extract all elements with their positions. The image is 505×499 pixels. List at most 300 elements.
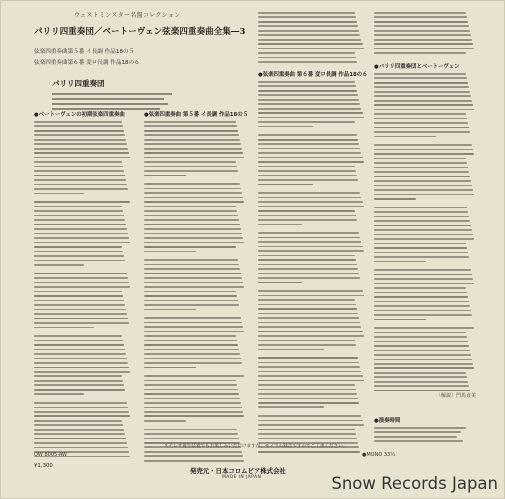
text-line [374,52,466,54]
notes-column-4-lower [374,62,478,394]
text-line [258,103,360,105]
text-line [258,326,361,328]
text-line [374,122,468,124]
duration-block [374,416,478,445]
notes-author: 〔解説〕門馬直美 [436,393,477,399]
text-line [374,211,468,213]
text-line [374,336,467,338]
text-line [34,286,130,288]
text-line [144,233,242,235]
text-line [144,367,196,369]
text-line [144,134,239,136]
text-line [144,380,236,382]
work-2: 弦楽四重奏曲第６番 変ロ長調 作品18の６ [34,60,140,66]
text-line [374,95,471,97]
text-line [258,166,355,168]
text-line [374,247,467,249]
member-line [52,98,164,100]
text-line [374,220,470,222]
text-line [374,77,467,79]
album-title: パリリ四重奏団／ベートーヴェン弦楽四重奏曲全集―3 [34,26,246,36]
text-line [34,375,122,377]
text-line [34,402,127,404]
text-line [374,176,470,178]
text-line [34,206,122,208]
text-line [374,30,470,32]
text-line [258,108,361,110]
text-line [374,136,436,138]
footer-row [34,444,474,462]
text-line [374,261,426,263]
text-line [144,175,186,177]
text-line [258,210,355,212]
text-line [258,52,355,54]
watermark: Snow Records Japan [331,474,498,493]
text-line [144,224,240,226]
series-title: ウェストミンスター名盤コレクション [74,12,181,19]
text-line [34,407,128,409]
text-line [258,134,357,136]
text-line [144,143,241,145]
text-line [374,86,469,88]
member-line [52,93,172,95]
text-line [374,301,469,303]
text-line [258,433,356,435]
text-line [34,371,130,373]
text-line [144,157,244,159]
text-line [258,331,363,333]
text-line [258,12,355,14]
text-line [374,153,474,155]
text-line [34,295,123,297]
text-line [258,335,364,337]
text-line [144,259,238,261]
text-line [34,340,123,342]
text-line [374,350,470,352]
text-line [34,260,125,262]
text-line [34,264,84,266]
text-line [34,313,127,315]
text-line [34,188,128,190]
text-line [258,366,360,368]
text-line [374,243,466,245]
text-line [34,358,127,360]
text-line [374,332,466,334]
text-line [374,109,474,111]
text-line [258,398,358,400]
text-line [258,406,324,408]
text-line [144,139,240,141]
text-line [144,326,243,328]
text-line [34,429,124,431]
text-line [34,420,122,422]
text-line [34,380,123,382]
text-line [144,183,240,185]
text-line [144,349,239,351]
text-line [258,57,356,59]
column-heading: ●弦楽四重奏曲 第５番 イ長調 作品18の５ [144,112,249,118]
column-heading: ●ベートーヴェンの初期弦楽四重奏曲 [34,112,125,118]
text-line [258,81,355,83]
text-line [258,39,361,41]
text-line [258,85,356,87]
text-line [258,340,355,342]
text-line [374,185,472,187]
text-line [144,438,239,440]
text-line [374,363,473,365]
text-line [374,34,471,36]
text-line [258,264,357,266]
text-line [34,242,130,244]
text-line [258,255,355,257]
work-1: 弦楽四重奏曲第５番 イ長調 作品18の５ [34,49,135,55]
text-line [258,206,364,208]
text-line [34,282,129,284]
text-line [258,273,359,275]
text-line [34,175,125,177]
text-line [144,188,241,190]
text-line [374,167,468,169]
price: ¥1,300 [34,463,53,469]
text-line [144,197,243,199]
text-line [258,25,358,27]
text-line [258,143,359,145]
text-line [34,309,126,311]
text-line [144,170,238,172]
text-line [374,171,469,173]
text-line [34,442,127,444]
column-heading: ●バリリ四重奏団とベートーヴェン [374,64,460,70]
text-line [144,166,237,168]
text-line [34,161,122,163]
text-line [34,170,124,172]
text-line [144,286,244,288]
text-line [258,420,363,422]
text-line [144,210,237,212]
text-line [34,353,126,355]
text-line [34,367,129,369]
duration-heading: ●演奏時間 [374,418,401,424]
text-line [258,384,355,386]
ensemble-name: パリリ四重奏団 [52,79,105,88]
text-line [34,318,128,320]
text-line [34,362,128,364]
text-line [374,100,472,102]
text-line [144,228,241,230]
text-line [34,433,125,435]
text-line [374,104,473,106]
text-line [34,219,125,221]
notes-column-1 [34,110,134,460]
text-line [374,381,468,383]
text-line [258,201,363,203]
text-line [34,210,123,212]
text-line [34,304,125,306]
text-line [258,90,357,92]
text-line [34,291,122,293]
text-line [258,117,364,119]
text-line [374,198,416,200]
text-line [374,269,471,271]
text-line [258,371,361,373]
text-line [144,277,242,279]
text-line [258,139,358,141]
text-line [374,292,467,294]
text-line [374,225,471,227]
text-line [258,197,361,199]
text-line [258,250,364,252]
text-line [144,304,239,306]
text-line [144,201,244,203]
text-line [258,121,355,123]
text-line [258,313,358,315]
text-line [374,194,474,196]
text-line [374,274,472,276]
text-line [258,48,364,50]
text-line [258,215,356,217]
text-line [258,304,356,306]
text-line [374,287,466,289]
text-line [258,21,357,23]
text-line [144,282,243,284]
text-line [258,224,302,226]
text-line [258,112,363,114]
text-line [144,317,241,319]
text-line [144,206,236,208]
text-line [144,402,241,404]
text-line [374,12,466,14]
text-line [258,389,356,391]
text-line [374,118,467,120]
text-line [34,327,94,329]
text-line [144,389,238,391]
text-line [144,415,244,417]
text-line [374,113,466,115]
text-line [144,411,243,413]
text-line [34,300,124,302]
text-line [34,246,122,248]
text-line [144,161,236,163]
text-line [144,309,196,311]
text-line [34,157,130,159]
text-line [34,273,127,275]
text-line [258,380,364,382]
text-line [374,305,470,307]
text-line [374,327,474,329]
text-line [374,440,463,442]
text-line [34,224,126,226]
text-line [258,157,363,159]
text-line [34,130,124,132]
text-line [258,317,359,319]
notes-column-4 [374,12,478,57]
text-line [374,82,468,84]
text-line [258,184,313,186]
text-line [374,252,468,254]
text-line [374,21,468,23]
text-line [34,148,128,150]
text-line [258,192,360,194]
text-line [374,427,466,429]
text-line [144,407,242,409]
text-line [258,424,364,426]
text-line [374,144,472,146]
text-line [374,376,467,378]
text-line [258,402,359,404]
text-line [374,238,474,240]
text-line [374,256,469,258]
text-line [144,384,237,386]
text-line [144,358,241,360]
text-line [144,242,244,244]
notes-column-top [258,12,368,66]
text-line [258,295,364,297]
text-line [374,354,471,356]
text-line [34,438,126,440]
text-line [144,362,242,364]
text-line [258,282,302,284]
text-line [34,349,125,351]
text-line [374,431,461,433]
text-line [144,125,237,127]
text-line [144,398,240,400]
text-line [144,375,244,377]
text-line [34,228,127,230]
text-line [144,192,242,194]
text-line [374,48,474,50]
text-line [374,91,470,93]
text-line [34,335,122,337]
text-line [144,340,237,342]
text-line [34,179,126,181]
text-line [374,127,469,129]
column-heading: ●弦楽四重奏曲 第６番 変ロ長調 作品18の６ [258,72,368,78]
text-line [144,215,238,217]
text-line [144,331,244,333]
text-line [258,268,358,270]
format-code: ●MONO 33⅓ [362,452,396,458]
text-line [144,335,236,337]
text-line [258,99,359,101]
text-line [258,438,357,440]
text-line [34,415,130,417]
text-line [34,233,128,235]
text-line [34,193,84,195]
text-line [374,158,466,160]
text-line [374,39,472,41]
text-line [258,94,358,96]
playback-note: ステレオ再生装置でもお楽しみいただけますが、モノラル録音ですのでご了承ください。 [164,444,348,449]
member-line [52,103,168,105]
text-line [258,308,357,310]
text-line [374,372,466,374]
text-line [374,385,469,387]
text-line [258,246,363,248]
text-line [34,384,124,386]
text-line [258,34,360,36]
made-in: MADE IN JAPAN [222,475,262,480]
text-line [374,131,470,133]
text-line [144,246,236,248]
text-line [258,322,360,324]
text-line [144,237,243,239]
text-line [258,148,360,150]
text-line [258,429,355,431]
text-line [258,237,360,239]
text-line [258,357,358,359]
text-line [34,277,128,279]
catalog-number: OW 8005-AW [34,452,67,458]
text-line [258,43,363,45]
text-line [258,30,359,32]
text-line [34,201,130,203]
text-line [374,43,473,45]
text-line [258,16,356,18]
text-line [374,359,472,361]
text-line [144,152,243,154]
text-line [374,436,457,438]
text-line [374,296,468,298]
text-line [144,393,239,395]
text-line [374,162,467,164]
text-line [34,251,123,253]
text-line [144,121,236,123]
text-line [144,420,186,422]
text-line [34,184,127,186]
text-line [34,411,129,413]
text-line [144,353,240,355]
text-line [374,149,473,151]
text-line [258,175,357,177]
text-line [144,268,240,270]
text-line [258,241,361,243]
text-line [34,166,123,168]
text-line [374,25,469,27]
text-line [34,389,125,391]
text-line [34,393,84,395]
text-line [258,290,363,292]
text-line [374,319,426,321]
text-line [258,219,357,221]
text-line [258,259,356,261]
text-line [144,148,242,150]
text-line [258,179,358,181]
text-line [144,273,241,275]
text-line [374,73,466,75]
text-line [258,277,360,279]
text-line [374,341,468,343]
text-line [258,126,313,128]
text-line [374,216,469,218]
text-line [374,310,471,312]
text-line [374,180,471,182]
text-line [144,322,242,324]
text-line [34,447,128,449]
notes-column-3 [258,70,368,455]
text-line [258,393,357,395]
text-line [144,264,239,266]
publisher: 発売元・日本コロムビア株式会社 [190,467,286,475]
text-line [34,134,125,136]
text-line [258,61,357,63]
text-line [144,219,239,221]
text-line [374,283,474,285]
text-line [144,295,237,297]
text-line [34,215,124,217]
text-line [144,433,238,435]
text-line [374,278,473,280]
text-line [374,234,473,236]
